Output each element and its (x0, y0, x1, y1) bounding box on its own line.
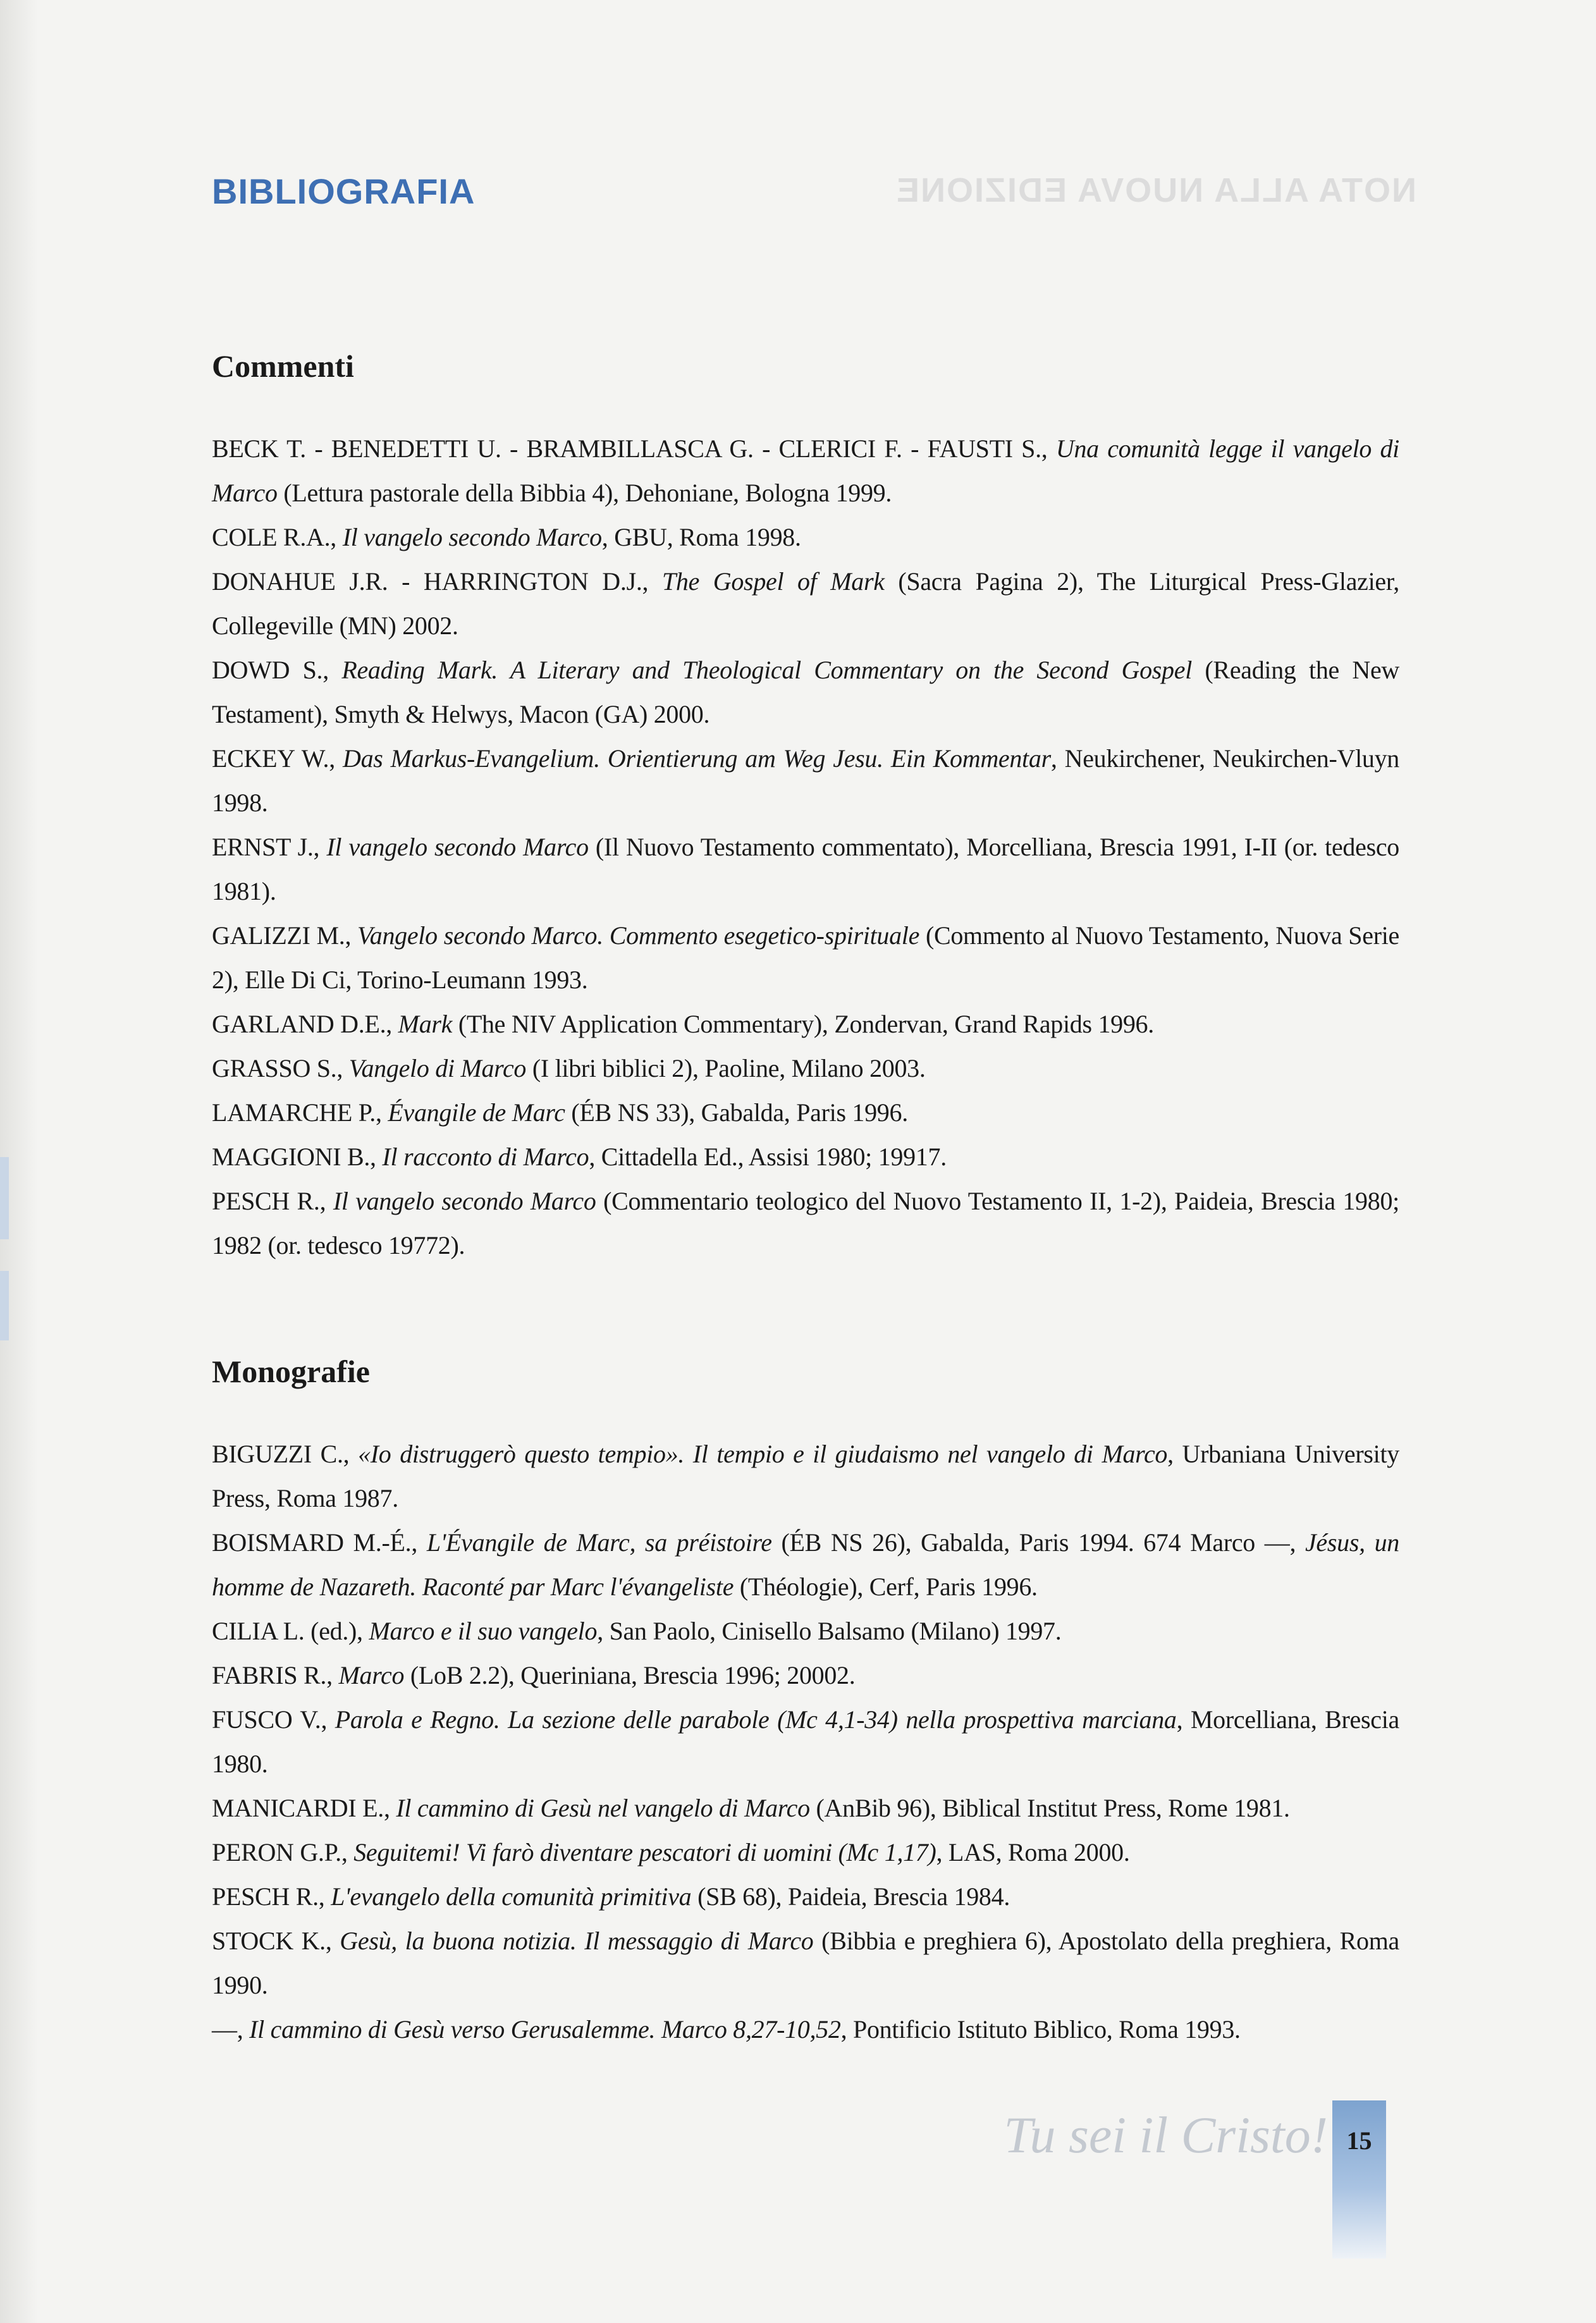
entry-text: STOCK K., (212, 1927, 340, 1955)
entry-text: (Sacra Pagina 2), The Liturgical Press-Glazier, Collegeville (MN) 2002. (212, 567, 1399, 640)
entry-text: FABRIS R., (212, 1661, 339, 1689)
entry-title: Mark (398, 1010, 453, 1038)
edge-mark (0, 1157, 9, 1239)
section-heading-commenti: Commenti (212, 348, 354, 384)
entry-text: (ÉB NS 33), Gabalda, Paris 1996. (565, 1098, 908, 1127)
entry-title: Il cammino di Gesù verso Gerusalemme. Marco 8,27-10,52 (249, 2015, 841, 2044)
bibliography-entry (212, 1609, 1399, 1653)
entry-text: , Cittadella Ed., Assisi 1980; 19917. (589, 1143, 947, 1171)
entry-text: DOWD S., (212, 656, 342, 684)
bibliography-entry (212, 1002, 1399, 1046)
bibliography-entry (212, 427, 1399, 515)
entry-title: Gesù, la buona notizia. Il messaggio di Marco (340, 1927, 814, 1955)
entry-title: Il vangelo secondo Marco (333, 1187, 596, 1215)
entry-text: GARLAND D.E., (212, 1010, 398, 1038)
page-number-box (1332, 2100, 1386, 2259)
entry-text: (Commento al Nuovo Testamento, Nuova Serie 2), Elle Di Ci, Torino-Leumann 1993. (212, 921, 1399, 994)
entry-title: L'evangelo della comunità primitiva (331, 1882, 692, 1911)
entry-text: (SB 68), Paideia, Brescia 1984. (691, 1882, 1010, 1911)
page-title: BIBLIOGRAFIA (212, 171, 476, 211)
entry-text: (Reading the New Testament), Smyth & Helwys, Macon (GA) 2000. (212, 656, 1399, 728)
entry-text: PERON G.P., (212, 1838, 354, 1866)
running-title: Tu sei il Cristo! (1004, 2106, 1328, 2164)
bibliography-entry (212, 1919, 1399, 2007)
entry-title: Seguitemi! Vi farò diventare pescatori di uomini (Mc 1,17) (353, 1838, 936, 1866)
entry-title: Il vangelo secondo Marco (342, 523, 602, 551)
bibliography-entry (212, 1830, 1399, 1875)
entry-text: GALIZZI M., (212, 921, 358, 950)
entry-text: (Théologie), Cerf, Paris 1996. (734, 1572, 1038, 1601)
entry-text: PESCH R., (212, 1882, 331, 1911)
entry-text: (AnBib 96), Biblical Institut Press, Rome 1981. (809, 1794, 1290, 1822)
entry-text: (ÉB NS 26), Gabalda, Paris 1994. 674 Marco —, (771, 1528, 1305, 1557)
bibliography-entry (212, 1135, 1399, 1179)
entry-title: Vangelo secondo Marco. Commento esegetico-spirituale (357, 921, 920, 950)
entry-title: Marco (338, 1661, 405, 1689)
bibliography-entry (212, 1521, 1399, 1609)
commenti-list (212, 427, 1399, 1268)
page-number: 15 (1346, 2126, 1372, 2155)
entry-text: GRASSO S., (212, 1054, 349, 1082)
entry-text: (Commentario teologico del Nuovo Testamento II, 1-2), Paideia, Brescia 1980; 1982 (or. tedesco 19772). (212, 1187, 1399, 1260)
entry-text: MANICARDI E., (212, 1794, 396, 1822)
bibliography-entry (212, 825, 1399, 914)
show-through-heading: NOTA ALLA NUOVA EDIZIONE (895, 171, 1416, 209)
entry-title: Marco e il suo vangelo (369, 1617, 598, 1645)
entry-title: L'Évangile de Marc, sa préistoire (426, 1528, 772, 1557)
entry-text: PESCH R., (212, 1187, 333, 1215)
bibliography-entry (212, 1091, 1399, 1135)
entry-text: , San Paolo, Cinisello Balsamo (Milano) 1997. (597, 1617, 1062, 1645)
bibliography-entry (212, 648, 1399, 737)
entry-text: , Neukirchener, Neukirchen-Vluyn 1998. (212, 744, 1399, 817)
entry-text: (Il Nuovo Testamento commentato), Morcelliana, Brescia 1991, I-II (or. tedesco 1981). (212, 833, 1399, 905)
entry-text: (Lettura pastorale della Bibbia 4), Dehoniane, Bologna 1999. (277, 479, 892, 507)
entry-text: BECK T. - BENEDETTI U. - BRAMBILLASCA G. - CLERICI F. - FAUSTI S., (212, 434, 1056, 463)
monografie-list (212, 1432, 1399, 2052)
bibliography-entry (212, 1698, 1399, 1786)
entry-title: Il racconto di Marco (382, 1143, 589, 1171)
entry-text: FUSCO V., (212, 1705, 335, 1734)
entry-title: Jésus, un homme de Nazareth. Raconté par Marc l'évangeliste (212, 1528, 1399, 1601)
entry-title: Parola e Regno. La sezione delle parabole (Mc 4,1-34) nella prospettiva marciana (335, 1705, 1177, 1734)
bibliography-entry (212, 2007, 1399, 2052)
entry-text: , Urbaniana University Press, Roma 1987. (212, 1440, 1399, 1512)
entry-text: —, (212, 2015, 250, 2044)
entry-text: , GBU, Roma 1998. (601, 523, 801, 551)
entry-title: «Io distruggerò questo tempio». Il tempio e il giudaismo nel vangelo di Marco (358, 1440, 1168, 1468)
bibliography-entry (212, 1786, 1399, 1830)
entry-text: , Pontificio Istituto Biblico, Roma 1993. (840, 2015, 1241, 2044)
entry-text: (LoB 2.2), Queriniana, Brescia 1996; 20002. (404, 1661, 856, 1689)
bibliography-entry (212, 560, 1399, 648)
entry-text: , Morcelliana, Brescia 1980. (212, 1705, 1399, 1778)
entry-title: The Gospel of Mark (661, 567, 885, 596)
entry-text: LAMARCHE P., (212, 1098, 388, 1127)
entry-text: ECKEY W., (212, 744, 343, 773)
entry-text: (Bibbia e preghiera 6), Apostolato della preghiera, Roma 1990. (212, 1927, 1399, 1999)
entry-title: Vangelo di Marco (348, 1054, 527, 1082)
entry-text: BIGUZZI C., (212, 1440, 359, 1468)
entry-title: Reading Mark. A Literary and Theological Commentary on the Second Gospel (341, 656, 1193, 684)
entry-text: DONAHUE J.R. - HARRINGTON D.J., (212, 567, 662, 596)
entry-text: ERNST J., (212, 833, 327, 861)
entry-text: (The NIV Application Commentary), Zondervan, Grand Rapids 1996. (452, 1010, 1154, 1038)
section-heading-monografie: Monografie (212, 1354, 370, 1389)
entry-text: BOISMARD M.-É., (212, 1528, 427, 1557)
entry-text: COLE R.A., (212, 523, 343, 551)
entry-text: MAGGIONI B., (212, 1143, 383, 1171)
edge-mark (0, 1271, 9, 1340)
bibliography-entry (212, 737, 1399, 825)
entry-title: Das Markus-Evangelium. Orientierung am Weg Jesu. Ein Kommentar (342, 744, 1051, 773)
bibliography-entry (212, 1179, 1399, 1268)
bibliography-entry (212, 515, 1399, 560)
entry-title: Una comunità legge il vangelo di Marco (212, 434, 1399, 507)
bibliography-entry (212, 1653, 1399, 1698)
entry-title: Évangile de Marc (388, 1098, 565, 1127)
bibliography-entry (212, 1046, 1399, 1091)
bibliography-entry (212, 1875, 1399, 1919)
bibliography-entry (212, 1432, 1399, 1521)
entry-title: Il vangelo secondo Marco (326, 833, 589, 861)
bibliography-entry (212, 914, 1399, 1002)
entry-text: (I libri biblici 2), Paoline, Milano 2003. (526, 1054, 926, 1082)
entry-text: CILIA L. (ed.), (212, 1617, 369, 1645)
entry-text: , LAS, Roma 2000. (936, 1838, 1130, 1866)
entry-title: Il cammino di Gesù nel vangelo di Marco (396, 1794, 810, 1822)
